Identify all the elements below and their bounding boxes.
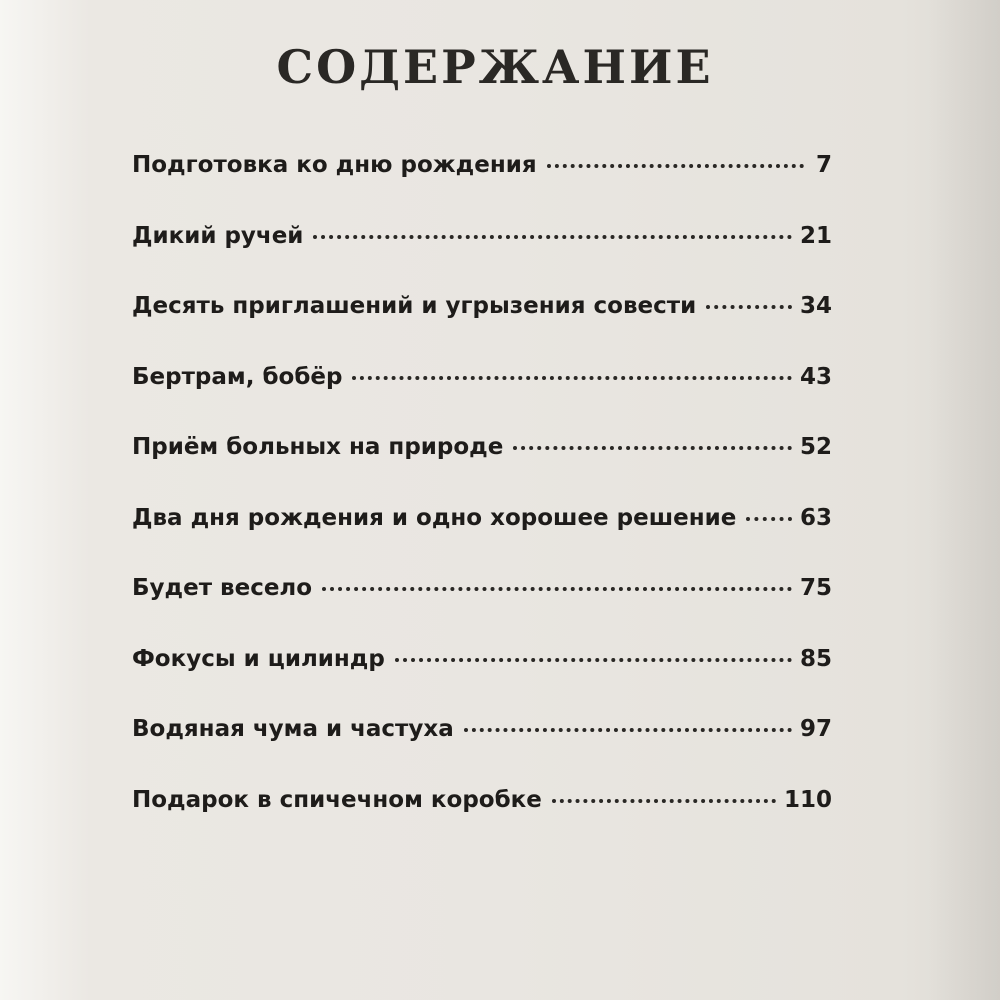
toc-dot-leader — [552, 799, 776, 803]
toc-entry-title: Подготовка ко дню рождения — [132, 152, 537, 178]
toc-entry — [132, 505, 832, 576]
toc-entry-page: 52 — [799, 434, 832, 460]
table-of-contents — [132, 152, 832, 857]
toc-entry-page: 110 — [783, 786, 832, 813]
toc-entry — [132, 293, 832, 364]
toc-entry-page: 43 — [799, 363, 832, 390]
toc-dot-leader — [352, 376, 792, 380]
toc-entry-title: Приём больных на природе — [132, 434, 504, 460]
toc-entry-page: 63 — [799, 504, 832, 531]
toc-entry-page: 97 — [799, 716, 832, 742]
toc-entry-title: Дикий ручей — [132, 222, 304, 249]
page-gutter-shadow — [930, 0, 1000, 1000]
toc-entry-title: Два дня рождения и одно хорошее решение — [132, 504, 737, 531]
toc-entry-page: 34 — [799, 293, 832, 319]
toc-entry-title: Водяная чума и частуха — [132, 716, 454, 742]
toc-entry-page: 75 — [799, 575, 832, 601]
toc-entry-page: 21 — [799, 222, 832, 249]
toc-dot-leader — [746, 517, 792, 521]
toc-dot-leader — [513, 446, 792, 450]
toc-entry — [132, 434, 832, 505]
toc-dot-leader — [547, 164, 804, 168]
toc-entry-page: 7 — [815, 152, 832, 178]
toc-entry-title: Бертрам, бобёр — [132, 363, 343, 390]
page-title: СОДЕРЖАНИЕ — [276, 40, 714, 94]
toc-dot-leader — [464, 728, 792, 732]
toc-entry — [132, 364, 832, 435]
toc-entry — [132, 223, 832, 294]
toc-entry — [132, 575, 832, 646]
toc-entry — [132, 716, 832, 787]
toc-entry — [132, 646, 832, 717]
toc-entry-page: 85 — [799, 645, 832, 672]
toc-entry-title: Десять приглашений и угрызения совести — [132, 293, 697, 319]
toc-entry-title: Фокусы и цилиндр — [132, 645, 385, 672]
toc-dot-leader — [706, 305, 792, 309]
toc-dot-leader — [313, 235, 792, 239]
toc-entry — [132, 152, 832, 223]
toc-entry-title: Подарок в спичечном коробке — [132, 786, 542, 813]
toc-entry-title: Будет весело — [132, 575, 313, 601]
toc-dot-leader — [322, 587, 792, 591]
toc-dot-leader — [395, 658, 792, 662]
toc-entry — [132, 787, 832, 858]
